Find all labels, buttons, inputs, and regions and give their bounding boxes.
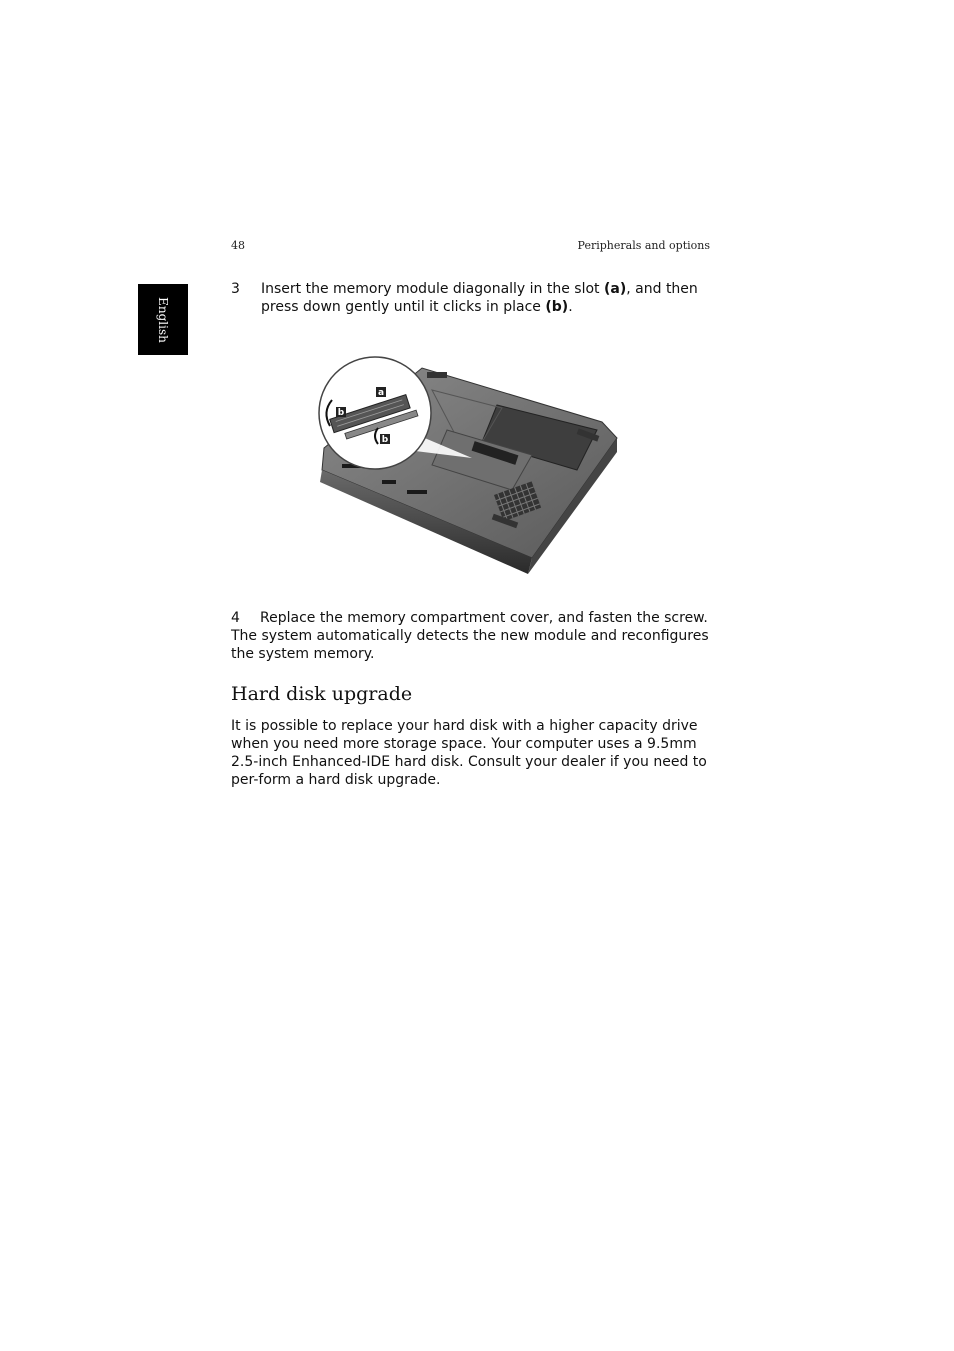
callout-label-b-right: b bbox=[381, 435, 389, 445]
step-3-text-before: Insert the memory module diagonally in the slot bbox=[261, 281, 604, 297]
page-number: 48 bbox=[231, 239, 245, 252]
callout-label-a: a bbox=[377, 388, 385, 398]
step-3-slot-ref: (a) bbox=[604, 281, 627, 297]
section-body-paragraph: It is possible to replace your hard disk with a higher capacity drive when you need more storage space. Your computer uses a 9.5mm 2.5-inch Enhanced-IDE hard disk. Consult your dealer if you need to per-form a hard disk upgrade. bbox=[231, 718, 707, 788]
memory-install-illustration bbox=[232, 330, 702, 580]
language-side-tab bbox=[138, 284, 188, 355]
step-4-text: Replace the memory compartment cover, and fasten the screw. The system automatically detects the new module and reconfigures the system memory. bbox=[231, 610, 709, 662]
step-3-text-middle: , and then press down gently until it clicks in place bbox=[261, 281, 698, 315]
running-header: Peripherals and options bbox=[577, 239, 710, 252]
section-title: Hard disk upgrade bbox=[231, 683, 413, 705]
step-3 bbox=[231, 280, 711, 320]
step-3-text-after: . bbox=[568, 299, 573, 315]
callout-label-b-left: b bbox=[337, 408, 345, 418]
language-label: English bbox=[156, 296, 170, 343]
step-4 bbox=[231, 609, 711, 669]
step-3-text bbox=[261, 280, 711, 316]
step-4-number: 4 bbox=[231, 610, 240, 626]
step-3-click-ref: (b) bbox=[545, 299, 569, 315]
laptop-underside-drawing bbox=[232, 330, 702, 580]
step-3-number: 3 bbox=[231, 281, 240, 297]
